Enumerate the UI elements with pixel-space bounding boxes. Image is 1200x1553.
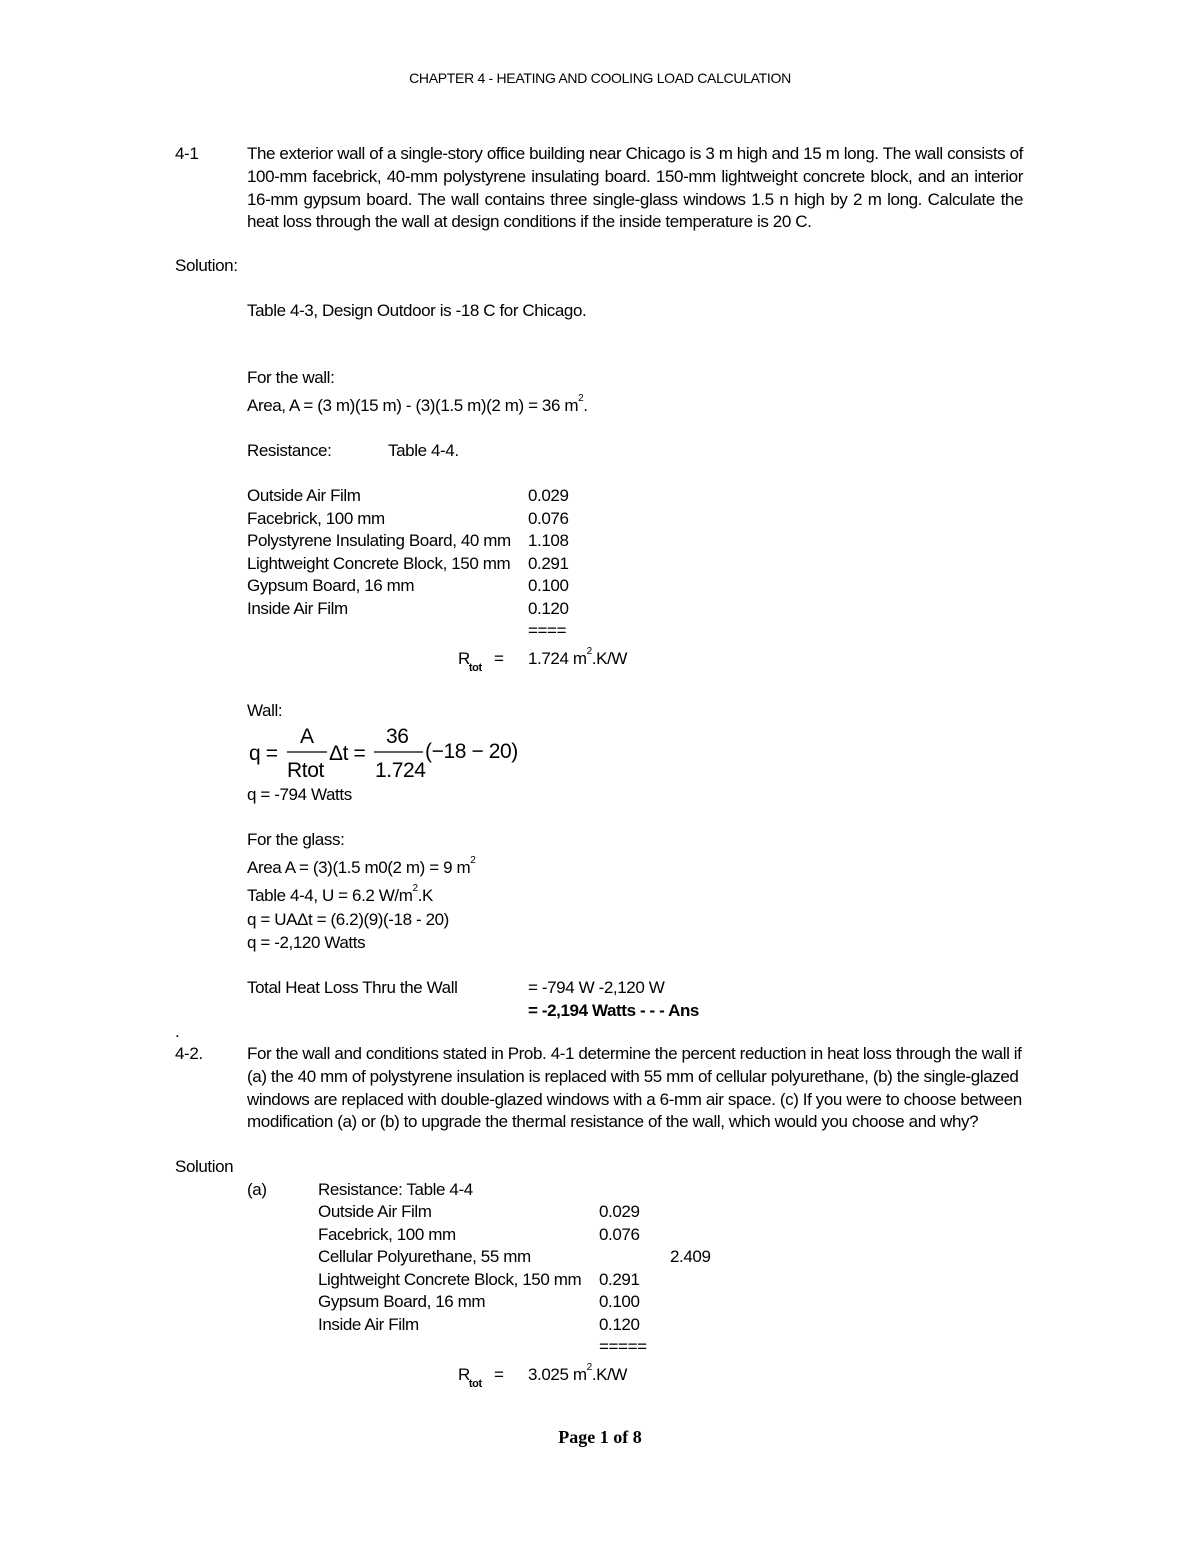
rtot-value-2 [528,1362,628,1385]
layer-name: Outside Air Film [247,486,361,505]
layer-value: 0.076 [528,508,569,528]
layer-name: Polystyrene Insulating Board, 40 mm [247,531,511,551]
rtot-unit: .K/W [591,649,628,668]
layer-name: Inside Air Film [247,599,348,618]
stray-dot: . [175,1022,180,1041]
resistance-table-ref: Table 4-4. [388,441,459,460]
rtot-subscript: tot [468,662,482,674]
rtot-unit-2: .K/W [591,1365,628,1384]
layer-value: 2.409 [670,1247,711,1267]
part-a-label: (a) [247,1180,267,1199]
area-line [247,393,588,416]
problem-number-2: 4-2. [175,1044,203,1063]
layer-value: 0.029 [528,486,569,505]
rtot-symbol-2: R [458,1365,470,1384]
rtot-line-2 [458,1365,483,1390]
page-footer: Page 1 of 8 [558,1427,642,1447]
area-end: . [583,396,588,415]
chapter-header: CHAPTER 4 - HEATING AND COOLING LOAD CALCULATION [409,70,791,86]
rtot-subscript-2: tot [468,1378,482,1390]
rtot-sup-2: 2 [586,1362,592,1373]
glass-q-formula: q = UAΔt = (6.2)(9)(-18 - 20) [247,910,449,929]
layer-name: Facebrick, 100 mm [247,508,385,528]
glass-area-sup: 2 [470,855,476,866]
layer-name: Outside Air Film [318,1202,432,1221]
total-heat-loss-label: Total Heat Loss Thru the Wall [247,978,458,997]
eq-numerator-36: 36 [386,725,409,748]
problem-number: 4-1 [175,144,199,163]
glass-u-sup: 2 [412,883,418,894]
eq-q: q = [249,742,278,765]
rtot-equals-2: = [494,1365,504,1384]
solution-label: Solution: [175,256,238,275]
rtot-sup: 2 [586,646,592,657]
layer-name: Lightweight Concrete Block, 150 mm [247,553,511,573]
eq-numerator-a: A [300,725,314,748]
problem-statement: The exterior wall of a single-story office building near Chicago is 3 m high and 15 m long. The wall consists of 100-mm facebrick, 40-mm polystyrene insulating board. 150-mm lightweight concrete block, and an interior 16-mm gypsum board. The wall contains three single-glass windows 1.5 n high by 2 m long. Calculate the heat loss through the wall at design conditions if the inside temperature is 20 C. [247,144,1023,232]
wall-eq-label: Wall: [247,701,283,720]
eq-denominator-1724: 1.724 [375,759,426,782]
eq-denominator-rtot: Rtot [287,759,324,782]
layer-value: 0.076 [599,1224,640,1244]
layer-value: 1.108 [528,531,569,551]
total-heat-loss-answer: = -2,194 Watts - - - Ans [528,1001,699,1020]
layer-name: Gypsum Board, 16 mm [318,1292,486,1312]
resistance-label-2: Resistance: Table 4-4 [318,1180,473,1199]
layer-name: Cellular Polyurethane, 55 mm [318,1247,531,1267]
total-heat-loss-sum: = -794 W -2,120 W [528,978,665,997]
layer-name: Lightweight Concrete Block, 150 mm [318,1269,582,1289]
rtot-number: 1.724 m [528,649,587,668]
design-outdoor-line: Table 4-3, Design Outdoor is -18 C for Chicago. [247,301,587,320]
wall-label: For the wall: [247,368,335,387]
rtot-equals: = [494,649,504,668]
problem-statement-2: For the wall and conditions stated in Prob. 4-1 determine the percent reduction in heat loss through the wall if (a) the 40 mm of polystyrene insulation is replaced with 55 mm of cellular polyurethane, (b) the single-glazed windows are replaced with double-glazed windows with a 6-mm air space. (c) If you were to choose between modification (a) or (b) to upgrade the thermal resistance of the wall, which would you choose and why? [247,1044,1022,1132]
rtot-number-2: 3.025 m [528,1365,587,1384]
eq-temperature-diff: (−18 − 20) [425,740,518,763]
layer-value: 0.120 [528,599,569,618]
solution-label-2: Solution [175,1157,234,1176]
area-text: Area, A = (3 m)(15 m) - (3)(1.5 m)(2 m) = 36 m [247,396,579,415]
resistance-label: Resistance: [247,441,332,460]
heat-loss-equation [247,722,547,784]
layer-value: 0.120 [599,1315,640,1334]
q-wall-result: q = -794 Watts [247,785,352,804]
area-sup: 2 [578,393,584,404]
rtot-line [458,649,483,674]
layer-value: 0.029 [599,1202,640,1221]
glass-q-result: q = -2,120 Watts [247,933,366,952]
rtot-symbol: R [458,649,470,668]
eq-delta-t: Δt = [329,742,366,765]
glass-area-line [247,855,476,878]
layer-value: 0.100 [599,1292,640,1312]
layer-name: Inside Air Film [318,1315,419,1334]
layer-value: 0.291 [528,553,569,573]
sum-separator: ==== [528,621,567,640]
layer-name: Gypsum Board, 16 mm [247,576,415,596]
layer-value: 0.100 [528,576,569,596]
glass-area-text: Area A = (3)(1.5 m0(2 m) = 9 m [247,858,471,877]
rtot-value [528,646,628,669]
glass-u-text: Table 4-4, U = 6.2 W/m [247,886,413,905]
layer-name: Facebrick, 100 mm [318,1224,456,1244]
glass-u-line [247,883,433,906]
layer-value: 0.291 [599,1269,640,1289]
glass-u-end: .K [417,886,433,905]
glass-label: For the glass: [247,830,345,849]
sum-separator-2: ===== [599,1337,647,1356]
